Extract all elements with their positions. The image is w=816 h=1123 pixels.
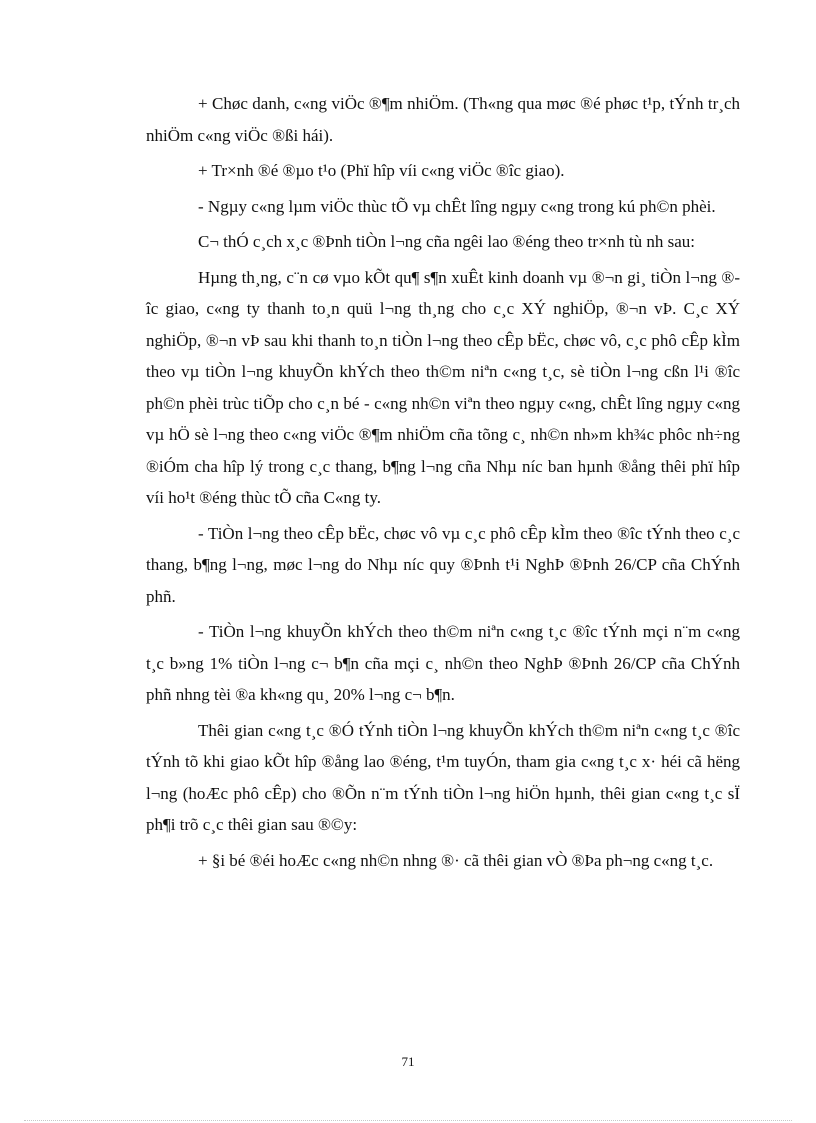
paragraph: - Ngµy c«ng lµm viÖc thùc tÕ vµ chÊt lîng ngµy c«ng trong kú ph©n phèi. bbox=[198, 196, 716, 216]
paragraph: + Chøc danh, c«ng viÖc ®¶m nhiÖm. (Th«ng qua møc ®é phøc t¹p, tÝnh tr¸ch nhiÖm c«ng viÖc ®ßi hái). bbox=[146, 94, 740, 145]
page-body bbox=[146, 88, 740, 876]
paragraph: C¬ thÓ c¸ch x¸c ®Þnh tiÒn l¬ng cña ngêi lao ®éng theo tr×nh tù nh sau: bbox=[198, 232, 695, 251]
paragraph: - TiÒn l¬ng theo cÊp bËc, chøc vô vµ c¸c phô cÊp kÌm theo ®îc tÝnh theo c¸c thang, b¶ng l¬ng, møc l¬ng do Nhµ níc quy ®Þnh t¹i NghÞ ®Þnh 26/CP cña ChÝnh phñ. bbox=[146, 523, 740, 606]
paragraph: - TiÒn l¬ng khuyÕn khÝch theo th©m niªn c«ng t¸c ®îc tÝnh mçi n¨m c«ng t¸c b»ng 1% tiÒn l¬ng c¬ b¶n cña mçi c¸ nh©n theo NghÞ ®Þnh 26/CP cña ChÝnh phñ nhng tèi ®a kh«ng qu¸ 20% l¬ng c¬ b¶n. bbox=[146, 622, 740, 704]
footer-divider bbox=[24, 1120, 792, 1121]
paragraph: Thêi gian c«ng t¸c ®Ó tÝnh tiÒn l¬ng khuyÕn khÝch th©m niªn c«ng t¸c ®îc tÝnh tõ khi giao kÕt hîp ®ång lao ®éng, t¹m tuyÓn, tham gia c«ng t¸c x· héi cã hëng l¬ng (hoÆc phô cÊp) cho ®Õn n¨m tÝnh tiÒn l¬ng hiÖn hµnh, thêi gian c«ng t¸c sÏ ph¶i trõ c¸c thêi gian sau ®©y: bbox=[146, 720, 740, 834]
paragraph: + §i bé ®éi hoÆc c«ng nh©n nhng ®· cã thêi gian vÒ ®Þa ph¬ng c«ng t¸c. bbox=[198, 850, 714, 870]
paragraph: + Tr×nh ®é ®µo t¹o (Phï hîp víi c«ng viÖc ®îc giao). bbox=[198, 161, 565, 180]
page-number: 71 bbox=[401, 1054, 415, 1069]
paragraph: Hµng th¸ng, c¨n cø vµo kÕt qu¶ s¶n xuÊt kinh doanh vµ ®¬n gi¸ tiÒn l¬ng ®îc giao, c«ng ty thanh to¸n quü l¬ng th¸ng cho c¸c XÝ nghiÖp, ®¬n vÞ. C¸c XÝ nghiÖp, ®¬n vÞ sau khi thanh to¸n tiÒn l¬ng theo cÊp bËc, chøc vô, c¸c phô cÊp kÌm theo vµ tiÒn l¬ng khuyÕn khÝch theo th©m niªn c«ng t¸c, sè tiÒn l¬ng cßn l¹i ®îc ph©n phèi trùc tiÕp cho c¸n bé - c«ng nh©n viªn theo ngµy c«ng, chÊt lîng ngµy c«ng vµ hÖ sè l¬ng theo c«ng viÖc ®¶m nhiÖm cña tõng c¸ nh©n nh»m kh¾c phôc nh÷ng ®iÓm cha hîp lý trong c¸c thang, b¶ng l¬ng cña Nhµ níc ban hµnh ®ång thêi phï hîp víi ho¹t ®éng thùc tÕ cña C«ng ty. bbox=[146, 267, 740, 507]
